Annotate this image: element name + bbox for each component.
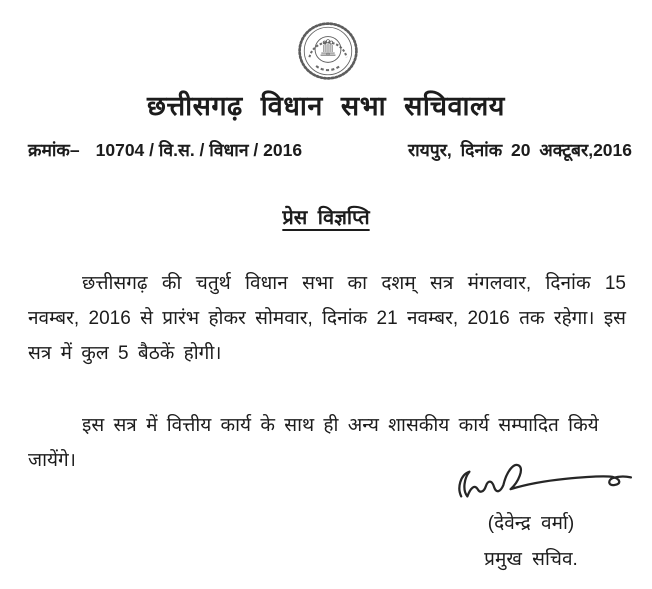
reference-label: क्रमांक–: [28, 140, 80, 160]
organization-title: छत्तीसगढ़ विधान सभा सचिवालय: [147, 91, 505, 121]
signatory-name: (देवेन्द्र वर्मा): [487, 513, 575, 534]
body-paragraph-2: इस सत्र में वित्तीय कार्य के साथ ही अन्य शासकीय कार्य सम्पादित किये जायेंगे।: [28, 415, 599, 471]
place-date: रायपुर, दिनांक 20 अक्टूबर,2016: [407, 140, 632, 160]
reference-value: 10704 / वि.स. / विधान / 2016: [95, 140, 303, 160]
signatory-designation: प्रमुख सचिव.: [484, 549, 578, 570]
signature-block: [448, 458, 640, 571]
handwritten-signature-icon: [454, 458, 634, 508]
reference-number: [28, 138, 302, 162]
body-paragraph-1: छत्तीसगढ़ की चतुर्थ विधान सभा का दशम् सत्र मंगलवार, दिनांक 15 नवम्बर, 2016 से प्रारंभ होकर सोमवार, दिनांक 21 नवम्बर, 2016 तक रहेगा। इस सत्र में कुल 5 बैठकें होगी।: [28, 273, 626, 364]
reference-row: [28, 138, 632, 162]
document-title: प्रेस विज्ञप्ति: [282, 207, 370, 229]
chhattisgarh-vidhan-sabha-seal-icon: [296, 20, 360, 82]
document-title-wrap: [0, 203, 652, 230]
